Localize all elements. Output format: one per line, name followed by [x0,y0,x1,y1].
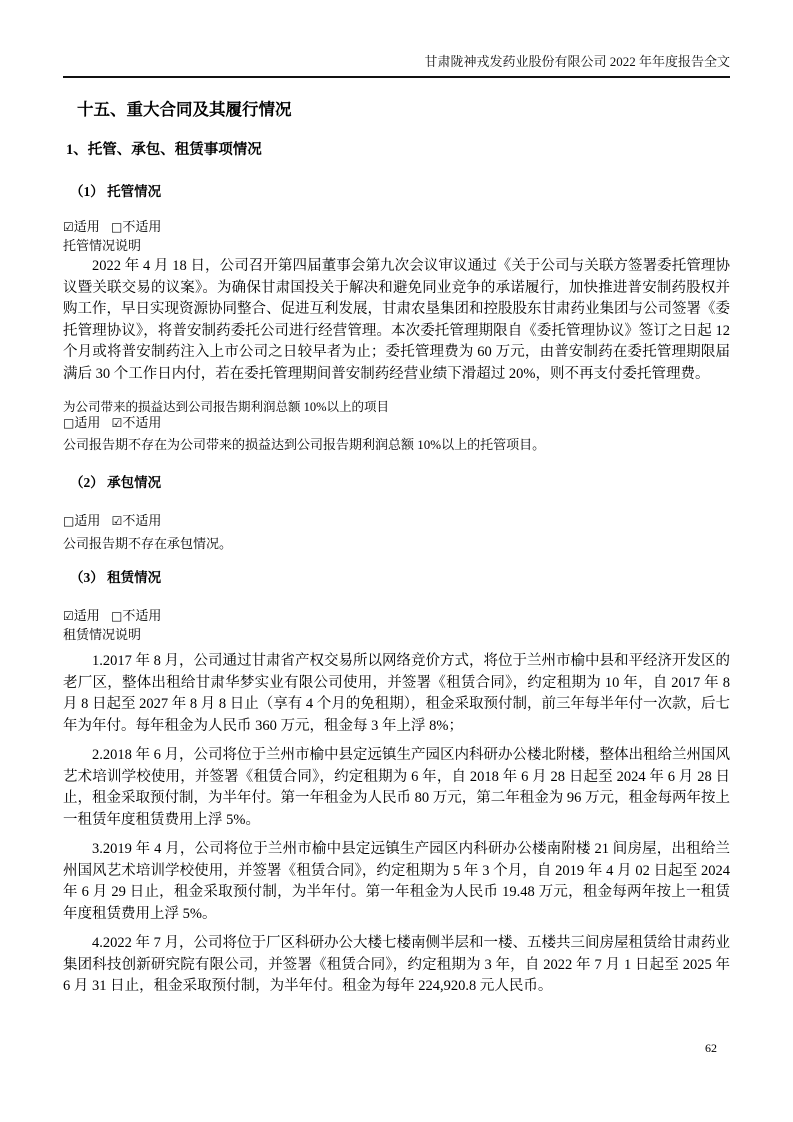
leasing-paragraph-2: 2.2018 年 6 月，公司将位于兰州市榆中县定远镇生产园区内科研办公楼北附楼，整体出租给兰州国风艺术培训学校使用，并签署《租赁合同》，约定租期为 6 年，自 2018 年 6 月 28 日起至 2024 年 6 月 28 日止，租金采取预付制，为半年付。第一年租金为人民币 80 万元，第二年租金为 96 万元，租金每两年按上一租赁年度租赁费用上浮 5%。 [63,747,730,828]
applicable-label: 适用 [74,415,101,430]
applicable-option [63,513,100,528]
custody-note-label: 托管情况说明 [63,238,142,253]
checkbox-unchecked-icon: □ [63,514,75,528]
header-title: 甘肃陇神戎发药业股份有限公司 2022 年年度报告全文 [424,54,730,69]
heading-leasing: （3） 租赁情况 [70,570,162,585]
custody-profit-statement: 公司报告期不存在为公司带来的损益达到公司报告期利润总额 10%以上的托管项目。 [63,437,546,452]
checkbox-unchecked-icon: □ [63,416,75,430]
custody-applicability-line [63,219,730,235]
not-applicable-label: 不适用 [122,513,162,528]
leasing-paragraph-3: 3.2019 年 4 月，公司将位于兰州市榆中县定远镇生产园区内科研办公楼南附楼 21 间房屋，出租给兰州国风艺术培训学校使用，并签署《租赁合同》，约定租期为 5 年 3 个月，自 2019 年 4 月 02 日起至 2024 年 6 月 29 日止，租金采取预付制，为半年付。第一年租金为人民币 19.48 万元，租金每两年按上一租赁年度租赁费用上浮 5%。 [63,841,730,922]
checkbox-checked-icon: ☑ [111,514,123,528]
applicable-option [63,219,100,234]
custody-profit-item-label: 为公司带来的损益达到公司报告期利润总额 10%以上的项目 [63,400,390,414]
leasing-paragraph-4: 4.2022 年 7 月，公司将位于厂区科研办公大楼七楼南侧半层和一楼、五楼共三间房屋租赁给甘肃药业集团科技创新研究院有限公司，并签署《租赁合同》，约定租期为 3 年，自 2022 年 7 月 1 日起至 2025 年 6 月 31 日止，租金采取预付制，为半年付。租金为每年 224,920.8 元人民币。 [63,935,730,994]
contracting-applicability-line [63,513,730,529]
page-header [63,54,730,69]
page-number: 62 [705,1041,717,1055]
not-applicable-option [111,219,161,234]
subsection-heading-custody-contract-lease: 1、托管、承包、租赁事项情况 [66,142,262,158]
applicable-label: 适用 [73,219,100,234]
not-applicable-label: 不适用 [122,219,162,234]
leasing-note-label: 租赁情况说明 [63,627,142,642]
applicable-label: 适用 [74,513,101,528]
applicable-label: 适用 [73,608,100,623]
heading-contracting: （2） 承包情况 [70,475,162,490]
contracting-statement: 公司报告期不存在承包情况。 [63,536,233,551]
not-applicable-option [112,513,162,528]
not-applicable-option [112,415,162,430]
custody-paragraph: 2022 年 4 月 18 日，公司召开第四届董事会第九次会议审议通过《关于公司与关联方签署委托管理协议暨关联交易的议案》。为确保甘肃国投关于解决和避免同业竞争的承诺履行，加快推进普安制药股权并购工作，早日实现资源协同整合、促进互利发展，甘肃农垦集团和控股股东甘肃药业集团与公司签署《委托管理协议》，将普安制药委托公司进行经营管理。本次委托管理期限自《委托管理协议》签订之日起 12 个月或将普安制药注入上市公司之日较早者为止；委托管理费为 60 万元，由普安制药在委托管理期限届满后 30 个工作日内付，若在委托管理期间普安制药经营业绩下滑超过 20%，则不再支付委托管理费。 [63,258,730,382]
not-applicable-label: 不适用 [122,415,162,430]
checkbox-unchecked-icon: □ [111,220,123,234]
not-applicable-label: 不适用 [122,608,162,623]
leasing-applicability-line [63,608,730,624]
checkbox-checked-icon: ☑ [111,416,123,430]
applicable-option [63,415,100,430]
applicable-option [63,608,100,623]
custody-profit-applicability-line [63,415,730,431]
checkbox-checked-icon: ☑ [63,220,74,234]
checkbox-unchecked-icon: □ [111,609,123,623]
heading-custody: （1） 托管情况 [70,184,162,199]
header-divider [63,76,730,78]
checkbox-checked-icon: ☑ [63,609,74,623]
not-applicable-option [111,608,161,623]
section-heading-major-contracts: 十五、重大合同及其履行情况 [77,100,292,119]
leasing-paragraph-1: 1.2017 年 8 月，公司通过甘肃省产权交易所以网络竞价方式，将位于兰州市榆中县和平经济开发区的老厂区，整体出租给甘肃华梦实业有限公司使用，并签署《租赁合同》，约定租期为 10 年，自 2017 年 8 月 8 日起至 2027 年 8 月 8 日止（享有 4 个月的免租期），租金采取预付制，前三年每半年付一次款，后七年为年付。每年租金为人民币 360 万元，租金每 3 年上浮 8%； [63,653,730,734]
